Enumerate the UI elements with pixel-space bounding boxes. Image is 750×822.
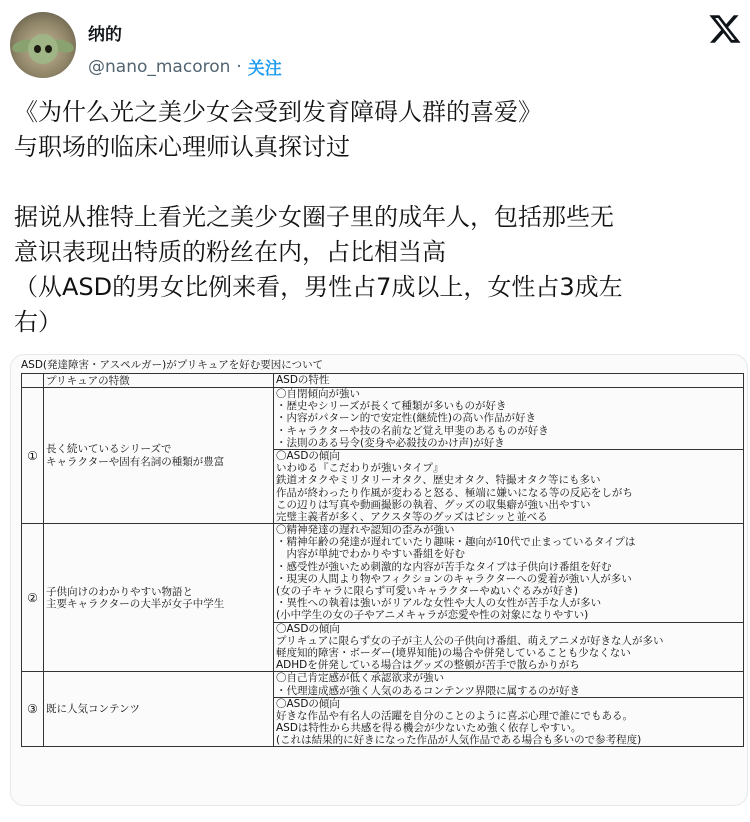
row-number: ③ xyxy=(22,672,44,747)
cell-line: いわゆる『こだわりが強いタイプ』 xyxy=(276,462,444,475)
cell-line: ・内容がパターン的で安定性(継続性)の高い作品が好き xyxy=(276,412,536,425)
tweet-line: 与职场的临床心理师认真探讨过 xyxy=(14,133,350,161)
tweet-line: 右） xyxy=(14,308,62,336)
cell-line: (これは結果的に好きになった作品が人気作品である場合も多いので参考程度) xyxy=(276,734,642,747)
cell-line: キャラクターや固有名詞の種類が豊富 xyxy=(46,455,225,468)
header-cell: ASDの特性 xyxy=(274,374,744,388)
cell-line: ・キャラクターや技の名前など覚え甲斐のあるものが好き xyxy=(276,424,549,437)
tweet-blank-line xyxy=(14,165,734,200)
table-header-row xyxy=(22,374,744,388)
asd-cell xyxy=(274,524,744,623)
asd-cell xyxy=(274,449,744,523)
cell-line: この辺りは写真や動画撮影の執着、グッズの収集癖が強い出やすい xyxy=(276,498,591,511)
header-cell-empty xyxy=(22,374,44,388)
cell-line: 完璧主義者が多く、アクスタ等のグッズはピシッと並べる xyxy=(276,510,548,523)
tweet-line: （从ASD的男女比例来看，男性占7成以上，女性占3成左 xyxy=(14,273,623,301)
feature-cell xyxy=(44,672,274,747)
cell-line: プリキュアに限らず女の子が主人公の子供向け番組、萌えアニメが好きな人が多い xyxy=(276,634,664,647)
cell-line: (女の子キャラに限らず可愛いキャラクターやぬいぐるみが好き) xyxy=(276,585,578,597)
cell-line: 既に人気コンテンツ xyxy=(46,703,140,716)
avatar-face xyxy=(28,34,58,64)
cell-line: ・法則のある号令(変身や必殺技のかけ声)が好き xyxy=(276,436,505,449)
tweet-text xyxy=(14,95,734,340)
row-number: ① xyxy=(22,388,44,524)
asd-cell xyxy=(274,622,744,672)
spreadsheet xyxy=(21,359,745,747)
asd-cell xyxy=(274,697,744,747)
cell-line: 〇精神発達の遅れや認知の歪みが強い xyxy=(276,524,455,537)
feature-cell xyxy=(44,388,274,524)
cell-line: ・代理達成感が強く人気のあるコンテンツ界隈に属するのが好き xyxy=(276,684,580,697)
handle-row xyxy=(88,54,282,79)
avatar-eye-right xyxy=(45,45,52,53)
table-row xyxy=(22,672,744,697)
cell-line: ・現実の人間より物やフィクションのキャラクターへの愛着が強い人が多い xyxy=(276,572,632,585)
asd-cell xyxy=(274,672,744,697)
display-name[interactable]: 纳的 xyxy=(88,25,122,45)
row-number: ② xyxy=(22,524,44,672)
cell-line: 長く続いているシリーズで xyxy=(46,443,172,456)
cell-line: 軽度知的障害・ボーダー(境界知能)の場合や併発していることも少なくない xyxy=(276,646,631,659)
cell-line: ・歴史やシリーズが長くて種類が多いものが好き xyxy=(276,400,507,413)
cell-line: 〇自閉傾向が強い xyxy=(276,388,360,400)
user-handle[interactable]: @nano_macoron xyxy=(88,56,231,77)
cell-line: 内容が単純でわかりやすい番組を好む xyxy=(276,548,465,561)
cell-line: (小中学生の女の子やアニメキャラが恋愛や性の対象になりやすい) xyxy=(276,609,589,622)
cell-line: 子供向けのわかりやすい物語と xyxy=(46,585,193,598)
cell-line: 作品が終わったり作風が変わると怒る、極端に嫌いになる等の反応をしがち xyxy=(276,486,633,499)
follow-button[interactable]: 关注 xyxy=(247,59,282,79)
tweet-line: 意识表现出特质的粉丝在内，占比相当高 xyxy=(14,238,446,266)
cell-line: 〇ASDの傾向 xyxy=(276,449,340,462)
tweet-image[interactable] xyxy=(10,354,748,806)
sheet-title: ASD(発達障害・アスペルガー)がプリキュアを好む要因について xyxy=(21,359,324,371)
cell-line: ・感受性が強いため刺激的な内容が苦手なタイプは子供向け番組を好む xyxy=(276,560,612,573)
separator-dot: · xyxy=(236,56,242,77)
tweet-line: 据说从推特上看光之美少女圈子里的成年人，包括那些无 xyxy=(14,203,614,231)
cell-line: ADHDを併発している場合はグッズの整頓が苦手で散らかりがち xyxy=(276,659,580,672)
feature-cell xyxy=(44,524,274,672)
cell-line: 〇ASDの傾向 xyxy=(276,622,340,635)
cell-line: 鉄道オタクやミリタリーオタク、歴史オタク、特撮オタク等にも多い xyxy=(276,474,601,487)
cell-line: 〇ASDの傾向 xyxy=(276,697,340,710)
avatar[interactable] xyxy=(10,12,76,78)
header-cell: プリキュアの特徴 xyxy=(44,374,274,388)
cell-line: 主要キャラクターの大半が女子中学生 xyxy=(46,597,225,610)
avatar-eye-left xyxy=(34,45,41,53)
x-logo-icon[interactable] xyxy=(708,12,742,46)
cell-line: ASDは特性から共感を得る機会が少ないため強く依存しやすい。 xyxy=(276,722,582,735)
cell-line: 〇自己肯定感が低く承認欲求が強い xyxy=(276,672,444,685)
cell-line: ・異性への執着は強いがリアルな女性や大人の女性が苦手な人が多い xyxy=(276,597,602,610)
cell-line: 好きな作品や有名人の活躍を自分のことのように喜ぶ心理で誰にでもある。 xyxy=(276,709,633,722)
tweet-line: 《为什么光之美少女会受到发育障碍人群的喜爱》 xyxy=(14,98,542,126)
cell-line: ・精神年齢の発達が遅れていたり趣味・趣向が10代で止まっているタイプは xyxy=(276,536,636,549)
sheet-table xyxy=(21,373,744,747)
table-row xyxy=(22,524,744,623)
asd-cell xyxy=(274,388,744,450)
table-row xyxy=(22,388,744,450)
